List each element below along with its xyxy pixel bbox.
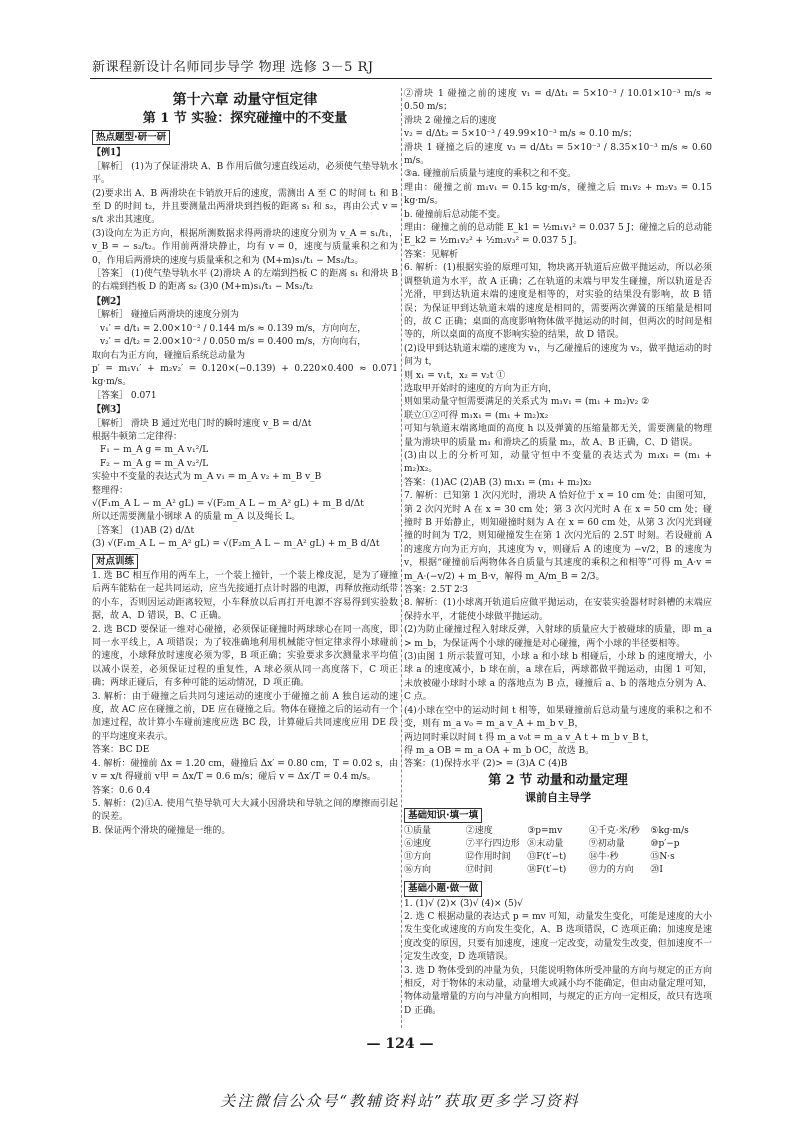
solution-line: 得 m_a OB = m_a OA + m_b OC，故选 B。 bbox=[404, 745, 595, 756]
grid-cell: ⑮N·s bbox=[650, 852, 675, 863]
example-2-answer: ［答案］ 0.071 bbox=[92, 390, 157, 401]
grid-cell: ①质量 bbox=[404, 826, 432, 837]
solution-line: 滑块 1 碰撞之后的速度 v₃ = d/Δt₃ = 5×10⁻³ / 8.35×10⁻³ m/s ≈ 0.60 m/s。 bbox=[404, 142, 712, 167]
left-column bbox=[92, 88, 398, 1023]
solution-line: 则如果动量守恒需要满足的关系式为 m₁v₁ = (m₁ + m₂)v₂ ② bbox=[404, 397, 650, 408]
solution-line: (3)由图 1 所示装置可知，小球 a 和小球 b 相碰后，小球 b 的速度增大，小球 a 的速度减小，b 球在前，a 球在后，两球都做平抛运动，由图 1 可知，未放被碰小球时小球 a 的落地点为 B 点，碰撞后 a、b 的落地点分别为 A、C 点。 bbox=[404, 652, 712, 703]
grid-cell: ③p=mv bbox=[527, 826, 563, 837]
grid-cell: ⑳I bbox=[650, 865, 663, 876]
practice-item: B. 保证两个滑块的碰撞是一维的。 bbox=[92, 825, 231, 836]
grid-cell: ⑪方向 bbox=[404, 852, 432, 863]
solution-line: 理由：碰撞之前 m₁v₁ = 0.15 kg·m/s，碰撞之后 m₁v₂ + m₂v₃ = 0.15 kg·m/s。 bbox=[404, 182, 712, 207]
grid-cell: ⑭牛·秒 bbox=[588, 852, 619, 863]
grid-cell: ⑲力的方向 bbox=[588, 865, 634, 876]
solution-line: ②滑块 1 碰撞之前的速度 v₁ = d/Δt₁ = 5×10⁻³ / 10.01×10⁻³ m/s ≈ 0.50 m/s； bbox=[404, 89, 712, 113]
example-3-line: 实验中不变量的表达式为 m_A v₁ = m_A v₂ + m_B v_B bbox=[92, 472, 322, 483]
header-rule bbox=[90, 78, 712, 79]
basic-question-answer: 3. 选 D 物体受到的冲量为负，只能说明物体所受冲量的方向与规定的正方向相反，对于物体的末动量，动量增大或减小均不能确定，但由动量定理可知，物体动量增量的方向与冲量方向相同，与规定的正方向一定相反，故只有选项 D 正确。 bbox=[404, 965, 712, 1016]
solution-line: (3)由以上的分析可知，动量守恒中不变量的表达式为 m₁x₁ = (m₁ + m₂)x₂。 bbox=[404, 450, 712, 475]
grid-cell: ⑫作用时间 bbox=[465, 852, 511, 863]
column-divider bbox=[401, 88, 402, 1028]
basic-question-answer: 1. (1)√ (2)× (3)√ (4)× (5)√ bbox=[404, 898, 523, 909]
grid-cell: ⑧末动量 bbox=[527, 839, 564, 850]
section-2-title: 第 2 节 动量和动量定理 bbox=[488, 772, 628, 788]
example-2-line: v₂′ = d/t₂ = 2.00×10⁻² / 0.050 m/s = 0.400 m/s，方向向右， bbox=[100, 337, 367, 348]
solution-line: 可知与轨道末端离地面的高度 h 以及弹簧的压缩量都无关，需要测量的物理量为滑块甲的质量 m₁ 和滑块乙的质量 m₂，故 A、B 正确，C、D 错误。 bbox=[404, 424, 712, 448]
example-3-answer: ［答案］ (1)AB (2) d/Δt bbox=[92, 525, 195, 536]
practice-item: 2. 选 BCD 要保证一维对心碰撞，必须保证碰撞时两球球心在同一高度，即同一水平线上，A 项错误；为了较准确地利用机械能守恒定律求得小球碰前的速度，小球释放时速度必须为零，B 项正确；实验要求多次测量求平均值以减小误差，必须保证过程的重复性，A 球必须从同一高度落下，C 项正确；两球正碰后，有多种可能的运动情况，D 项正确。 bbox=[92, 624, 398, 689]
solution-line: b. 碰撞前后总动能不变。 bbox=[404, 209, 506, 220]
example-2-line: 取向右为正方向，碰撞后系统总动量为 bbox=[92, 350, 246, 361]
grid-cell: ⑯方向 bbox=[404, 865, 432, 876]
example-3-line: F₁ − m_A g = m_A v₁²/L bbox=[100, 445, 209, 456]
pre-study-title: 课前自主导学 bbox=[525, 790, 591, 804]
solution-line: 答案：(1)保持水平 (2)> = (3)A C (4)B bbox=[404, 759, 568, 770]
solution-line: 则 x₁ = v₁t，x₂ = v₂t ① bbox=[404, 370, 506, 381]
solution-line: 滑块 2 碰撞之后的速度 bbox=[404, 115, 497, 126]
example-1-line: (3)设向左为正方向，根据所测数据求得两滑块的速度分别为 v_A = s₁/t₁，v_B = − s₂/t₂。作用前两滑块静止，均有 v = 0，速度与质量乘积之和为 0，作用后两滑块的速度与质量乘积之和为 (M+m)s₁/t₁ − Ms₂/t₂。 bbox=[92, 228, 398, 266]
basic-knowledge-label: 基础知识·填一填 bbox=[404, 808, 482, 823]
solution-line: 6. 解析：(1)根据实验的原理可知，物块离开轨道后应做平抛运动，所以必须调整轨道为水平，故 A 正确；乙在轨道的末端与甲发生碰撞，所以轨道是否光滑，甲到达轨道末端的速度是相等的，对实验的结果没有影响，故 B 错误；为保证甲到达轨道末端的速度是相同的，需要两次弹簧的压缩量是相同的，故 C 正确；桌面的高度影响物体做平抛运动的时间，但两次的时间是相等的，所以桌面的高度不影响实验的结果，故 D 错误。 bbox=[404, 263, 712, 341]
solution-line: (2)为防止碰撞过程入射球反弹，入射球的质量应大于被碰球的质量，即 m_a > m_b，为保证两个小球的碰撞是对心碰撞，两个小球的半径要相等。 bbox=[404, 625, 712, 649]
example-2-line: p′ = m₁v₁′ + m₂v₂′ = 0.120×(−0.139) + 0.220×0.400 ≈ 0.071 kg·m/s。 bbox=[92, 363, 398, 388]
grid-cell: ⑦平行四边形 bbox=[465, 839, 520, 850]
solution-line: 选取甲开始时的速度的方向为正方向， bbox=[404, 383, 558, 394]
practice-item: 4. 解析：碰撞前 Δx = 1.20 cm，碰撞后 Δx′ = 0.80 cm，T = 0.02 s，由 v = x/t 得碰前 v甲 = Δx/T = 0.6 m/s；碰后 v = Δx′/T = 0.4 m/s。 bbox=[92, 758, 398, 783]
grid-cell: ⑤kg·m/s bbox=[650, 826, 689, 837]
example-3-line: 整理得： bbox=[92, 485, 129, 496]
solution-line: 答案：(1)AC (2)AB (3) m₁x₁ = (m₁ + m₂)x₂ bbox=[404, 477, 592, 488]
page-number: — 124 — bbox=[366, 1036, 434, 1052]
chapter-title: 第十六章 动量守恒定律 bbox=[172, 92, 318, 108]
example-3-line: F₂ − m_A g = m_A v₂²/L bbox=[100, 458, 209, 469]
example-3-line: 所以还需要测量小钢球 A 的质量 m_A 以及绳长 L。 bbox=[92, 512, 301, 523]
example-3-label: 【例3】 bbox=[92, 405, 126, 416]
grid-cell: ⑱F(t′−t) bbox=[527, 865, 567, 876]
solution-line: (4)小球在空中的运动时间 t 相等，如果碰撞前后总动量与速度的乘积之和不变，则有 m_a v₀ = m_a v_A + m_b v_B， bbox=[404, 705, 712, 730]
practice-item: 答案：BC DE bbox=[92, 745, 150, 756]
example-3-answer: (3) √(F₁m_A L − m_A² gL) = √(F₂m_A L − m_A² gL) + m_B d/Δt bbox=[92, 539, 380, 550]
solution-line: v₂ = d/Δt₂ = 5×10⁻³ / 49.99×10⁻³ m/s ≈ 0.10 m/s； bbox=[404, 129, 638, 140]
basic-question-answer: 2. 选 C 根据动量的表达式 p = mv 可知，动量发生变化，可能是速度的大小发生变化或速度的方向发生变化，A、B 选项错误，C 选项正确；加速度是速度改变的原因，只要有加速度，速度一定改变，动量发生改变，但加速度不一定发生改变，D 选项错误。 bbox=[404, 911, 712, 963]
example-3-line: 根据牛顿第二定律得： bbox=[92, 431, 183, 442]
example-1-answer: ［答案］ (1)使气垫导轨水平 (2)滑块 A 的左端到挡板 C 的距离 s₁ 和滑块 B 的右端到挡板 D 的距离 s₂ (3)0 (M+m)s₁/t₁ − Ms₂/t₂ bbox=[92, 269, 398, 293]
running-header: 新课程新设计名师同步导学 物理 选修 3－5 RJ bbox=[92, 60, 374, 75]
solution-line: 联立①②可得 m₁x₁ = (m₁ + m₂)x₂ bbox=[404, 410, 549, 421]
grid-cell: ④千克·米/秒 bbox=[588, 826, 640, 837]
solution-line: 两边同时乘以时间 t 得 m_a v₀t = m_a v_A t + m_b v_B t， bbox=[404, 732, 655, 743]
section-title: 第 1 节 实验：探究碰撞中的不变量 bbox=[142, 111, 348, 126]
example-3-line: √(F₁m_A L − m_A² gL) = √(F₂m_A L − m_A² gL) + m_B d/Δt bbox=[92, 498, 364, 509]
grid-cell: ⑨初动量 bbox=[588, 839, 625, 850]
example-2-label: 【例2】 bbox=[92, 296, 126, 307]
practice-label: 对点训练 bbox=[92, 554, 138, 569]
example-2-line: ［解析］ 碰撞后两滑块的速度分别为 bbox=[92, 310, 239, 321]
example-3-line: ［解析］ 滑块 B 通过光电门时的瞬时速度 v_B = d/Δt bbox=[92, 418, 312, 429]
solution-line: 答案：2.5T 2∶3 bbox=[404, 585, 468, 596]
grid-cell: ②速度 bbox=[465, 826, 493, 837]
grid-cell: ⑬F(t′−t) bbox=[527, 852, 567, 863]
practice-item: 1. 选 BC 相互作用的两车上，一个装上撞针，一个装上橡皮泥，是为了碰撞后两车能粘在一起共同运动，应当先接通打点计时器的电源，再释放拖动纸带的小车，否则因运动距离较短，小车释放以后再打开电源不容易得到实验数据，故 A、D 错误，B、C 正确。 bbox=[92, 571, 398, 622]
example-2-line: v₁′ = d/t₁ = 2.00×10⁻² / 0.144 m/s ≈ 0.139 m/s，方向向左， bbox=[100, 323, 367, 334]
solution-line: 8. 解析：(1)小球离开轨道后应做平抛运动，在安装实验器材时斜槽的末端应保持水平，才能使小球做平抛运动。 bbox=[404, 598, 712, 622]
solution-line: 答案：见解析 bbox=[404, 249, 459, 260]
grid-cell: ⑰时间 bbox=[465, 865, 493, 876]
example-1-line: ［解析］ (1)为了保证滑块 A、B 作用后做匀速直线运动，必须使气垫导轨水平。 bbox=[92, 161, 398, 186]
practice-item: 5. 解析：(2)①A. 使用气垫导轨可大大减小因滑块和导轨之间的摩擦而引起的误差。 bbox=[92, 798, 398, 823]
example-1-label: 【例1】 bbox=[92, 148, 126, 159]
example-1-line: (2)要求出 A、B 两滑块在卡销放开后的速度，需测出 A 至 C 的时间 t₁ 和 B 至 D 的时间 t₂，并且要测量出两滑块到挡板的距离 s₁ 和 s₂，再由公式 v = s/t 求出其速度。 bbox=[92, 188, 398, 226]
grid-cell: ⑥速度 bbox=[404, 839, 432, 850]
right-column bbox=[404, 88, 712, 1023]
solution-line: 7. 解析：已知第 1 次闪光时，滑块 A 恰好位于 x = 10 cm 处；由图可知，第 2 次闪光时 A 在 x = 30 cm 处；第 3 次闪光时 A 在 x = 50 cm 处；碰撞时 B 开始静止，则知碰撞时刻为 A 在 x = 60 cm 处，从第 3 次闪光到碰撞的时间为 T/2，则知碰撞发生在第 1 次闪光后的 2.5T 时刻。若设碰前 A 的速度方向为正方向，其速度为 v，则碰后 A 的速度为 −v/2，B 的速度为 v，根据“碰撞前后两物体各自质量与其速度的乘积之和相等”可得 m_A·v = m_A·(−v/2) + m_B·v，解得 m_A/m_B = 2/3。 bbox=[404, 491, 712, 582]
fill-answer-grid bbox=[404, 825, 712, 877]
solution-line: ③a. 碰撞前后质量与速度的乘积之和不变。 bbox=[404, 169, 577, 180]
solution-line: (2)设甲到达轨道末端的速度为 v₁，与乙碰撞后的速度为 v₂，做平抛运动的时间为 t， bbox=[404, 343, 712, 368]
practice-item: 3. 解析：由于碰撞之后共同匀速运动的速度小于碰撞之前 A 独自运动的速度，故 AC 应在碰撞之前，DE 应在碰撞之后。物体在碰撞之后的运动有一个加速过程，故计算小车碰前速度应选 BC 段，计算碰后共同速度应用 DE 段的平均速度来表示。 bbox=[92, 691, 398, 742]
basic-questions-label: 基础小题·做一做 bbox=[404, 881, 482, 896]
grid-cell: ⑩p′−p bbox=[650, 839, 680, 850]
hot-topics-label: 热点题型·研一研 bbox=[92, 130, 170, 145]
practice-item: 答案：0.6 0.4 bbox=[92, 785, 151, 796]
solution-line: 理由：碰撞之前的总动能 E_k1 = ½m₁v₁² = 0.037 5 J；碰撞之后的总动能 E_k2 = ½m₁v₂² + ½m₂v₃² = 0.037 5 J。 bbox=[404, 223, 712, 247]
footer-note: 关注微信公众号“教辅资料站”获取更多学习资料 bbox=[220, 1092, 580, 1110]
